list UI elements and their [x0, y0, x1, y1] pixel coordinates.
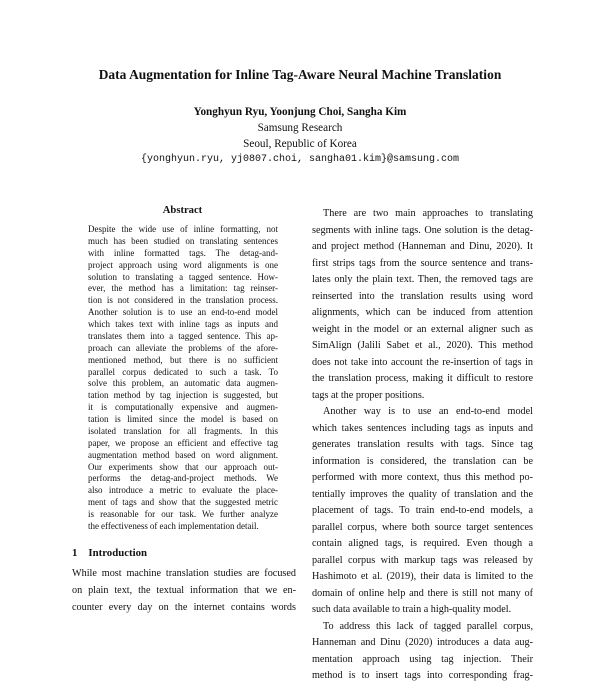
author-block — [0, 104, 600, 168]
body-line: tags at the proper positions. — [312, 389, 425, 401]
body-line: first strips tags from the source sentence and trans- — [312, 257, 533, 269]
abstract-line: tion is not considered in the translation process. — [88, 295, 278, 306]
body-line: information is considered, the translation can be — [312, 455, 533, 467]
abstract-line: translates them into a tagged sentence. This ap- — [88, 330, 278, 341]
body-line: which takes sentences including tags as inputs and — [312, 422, 533, 434]
intro-line: counter every day on the internet contains words — [72, 601, 296, 613]
body-line: reinserted into the translation results using word — [312, 290, 533, 302]
abstract-line: which takes text with inline tags as inputs and — [88, 319, 278, 329]
body-line: tentially improves the quality of translation and the — [312, 488, 533, 500]
abstract-line: Another solution is to use an end-to-end model — [88, 307, 278, 318]
body-line: and project method (Hanneman and Dinu, 2020). It — [312, 241, 533, 252]
body-line: parallel corpus, where both source target sentences — [312, 521, 533, 533]
body-line: generates translation results with tags. Since tag — [312, 439, 533, 450]
paragraph-end-to-end — [312, 404, 533, 619]
paper-title: Data Augmentation for Inline Tag-Aware Neural Machine Translation — [98, 67, 502, 82]
abstract-line: is reasonable for our task. We further analyze — [88, 509, 278, 519]
body-line: method is to insert tags into corresponding frag- — [312, 670, 533, 681]
abstract-line: it is computationally expensive and augmen- — [88, 402, 278, 413]
section-number: 1 — [72, 547, 78, 559]
abstract-heading: Abstract — [162, 205, 203, 216]
body-line: placement of tags. To train end-to-end models, a — [312, 505, 533, 516]
body-line: mentation approach using tag injection. Their — [312, 653, 533, 665]
section-heading-introduction — [72, 547, 147, 559]
intro-line: While most machine translation studies are focused — [72, 568, 296, 579]
abstract-line: tation method by tag injection is suggested, but — [88, 390, 278, 401]
abstract-line: tation is limited since the model is based on — [88, 414, 278, 424]
body-line: segments with inline tags. One solution is the detag- — [312, 224, 533, 236]
body-line: There are two main approaches to translating — [323, 208, 533, 219]
paragraph-augmentation — [312, 619, 533, 685]
abstract-line: performs the detag-and-project methods. We — [88, 473, 278, 484]
body-line: parallel corpus with markup tags was released by — [312, 554, 533, 566]
author-names: Yonghyun Ryu, Yoonjung Choi, Sangha Kim — [193, 106, 407, 118]
abstract-line: with inline formatted tags. The detag-and- — [88, 247, 278, 258]
author-location: Seoul, Republic of Korea — [243, 138, 357, 150]
abstract-line: solution to translating a tagged sentence. How- — [88, 271, 278, 282]
abstract-line: much has been studied on translating sentences — [88, 235, 278, 246]
body-line: domain of online help and there is still not many of — [312, 587, 533, 599]
body-line: alignments, which can be induced from attention — [312, 307, 533, 318]
abstract-line: parallel corpus dedicated to such a task. To — [88, 366, 278, 377]
abstract-line: isolated translation for all fragments. In this — [88, 425, 278, 436]
abstract-line: proach can alleviate the problems of the afore- — [88, 342, 278, 353]
body-line: the translation process, making it difficult to restore — [312, 373, 533, 384]
body-line: To address this lack of tagged parallel corpus, — [323, 620, 533, 632]
intro-line: on plain text, the textual information that we en- — [72, 584, 296, 596]
abstract-body — [88, 224, 278, 533]
body-line: contain aligned tags, is required. Even though a — [312, 538, 533, 549]
abstract-line: the effectiveness of each implementation detail. — [88, 520, 259, 531]
author-affiliation: Samsung Research — [257, 122, 343, 134]
abstract-line: Despite the wide use of inline formatting, not — [88, 224, 278, 234]
abstract-line: ment of tags and show that the suggested metric — [88, 497, 278, 508]
body-line: performed with more context, thus this method po- — [312, 472, 533, 483]
introduction-body — [72, 566, 296, 616]
body-line: such data available to train a high-quality model. — [312, 604, 512, 615]
right-column — [312, 206, 533, 685]
abstract-line: augmentation method based on word alignment. — [88, 449, 278, 460]
body-line: Hanneman and Dinu (2020) introduces a data aug- — [312, 637, 533, 648]
abstract-line: also introduce a metric to evaluate the place- — [88, 485, 278, 496]
body-line: weight in the model or an external aligner such as — [312, 323, 533, 335]
body-line: SimAlign (Jalili Sabet et al., 2020). This method — [312, 340, 533, 351]
abstract-line: project approach using word alignments is one — [88, 259, 278, 270]
author-email: {yonghyun.ryu, yj0807.choi, sangha01.kim}@samsung.com — [140, 154, 460, 165]
paragraph-approaches — [312, 206, 533, 404]
body-line: does not take into account the re-insertion of tags in — [312, 356, 533, 368]
abstract-line: paper, we propose an efficient and effective tag — [88, 437, 278, 448]
abstract-line: ever, the method has a limitation: tag reinser- — [88, 283, 278, 294]
abstract-line: Our experiments show that our approach out- — [88, 461, 278, 472]
body-line: lates only the plain text. Then, the removed tags are — [312, 274, 533, 285]
abstract-line: mentioned method, but there is no sufficient — [88, 354, 278, 365]
body-line: Another way is to use an end-to-end model — [323, 406, 533, 417]
body-line: Hashimoto et al. (2019), their data is limited to the — [312, 571, 533, 582]
section-title: Introduction — [88, 547, 148, 559]
abstract-line: solve this problem, an automatic data augmen- — [88, 378, 278, 389]
